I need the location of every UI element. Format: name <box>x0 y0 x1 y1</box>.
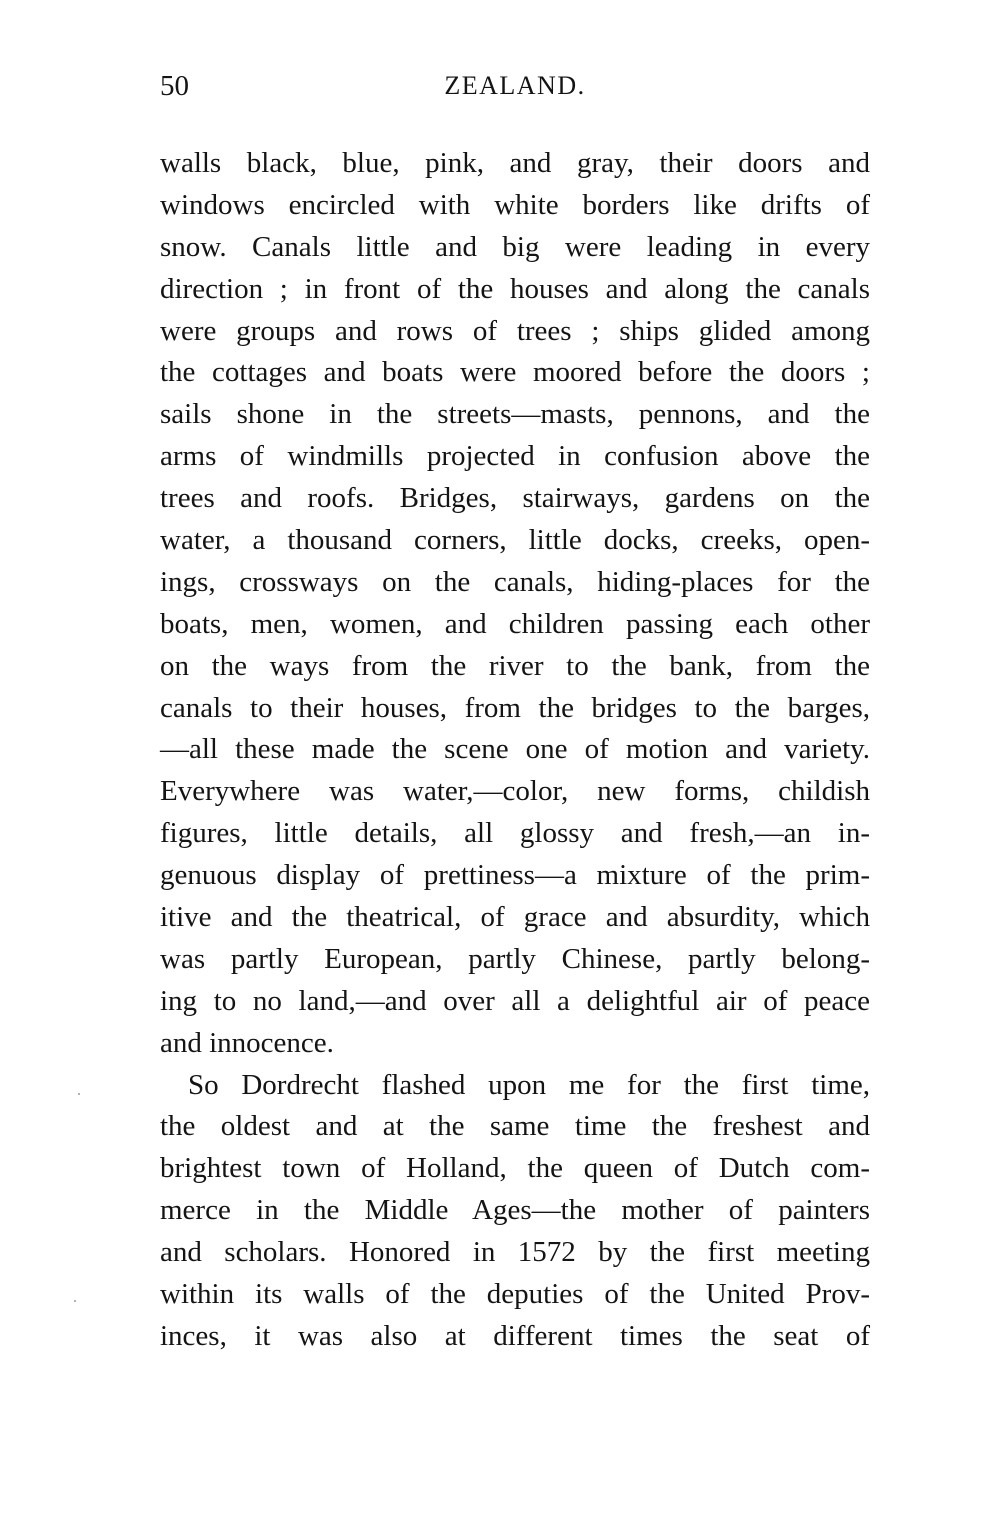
page-number: 50 <box>160 70 189 102</box>
text-line: snow. Canals little and big were leading in every <box>160 230 870 263</box>
text-line: and scholars. Honored in 1572 by the first meeting <box>160 1236 870 1269</box>
text-line: the cottages and boats were moored before the doors ; <box>160 356 870 389</box>
text-line: ings, crossways on the canals, hiding-places for the <box>160 565 870 598</box>
text-line: and innocence. <box>160 1026 334 1059</box>
text-line: arms of windmills projected in confusion above the <box>160 440 870 473</box>
text-line: windows encircled with white borders like drifts of <box>160 188 870 221</box>
paper-speck <box>78 1093 80 1095</box>
paper-speck <box>74 1300 76 1302</box>
text-line: direction ; in front of the houses and along the canals <box>160 272 870 305</box>
text-line: walls black, blue, pink, and gray, their doors and <box>160 147 870 179</box>
text-line: were groups and rows of trees ; ships glided among <box>160 314 870 347</box>
text-line: on the ways from the river to the bank, from the <box>160 649 870 682</box>
text-line: So Dordrecht flashed upon me for the first time, <box>188 1068 870 1101</box>
text-line: inces, it was also at different times the seat of <box>160 1319 870 1352</box>
text-line: brightest town of Holland, the queen of Dutch com- <box>160 1152 870 1185</box>
text-line: Everywhere was water,—color, new forms, childish <box>160 775 870 808</box>
text-line: was partly European, partly Chinese, partly belong- <box>160 942 870 975</box>
text-line: boats, men, women, and children passing each other <box>160 607 870 640</box>
text-line: itive and the theatrical, of grace and absurdity, which <box>160 901 870 934</box>
running-head <box>160 66 870 106</box>
text-line: merce in the Middle Ages—the mother of painters <box>160 1194 870 1227</box>
body-text <box>160 143 870 1358</box>
text-line: figures, little details, all glossy and fresh,—an in- <box>160 817 870 850</box>
text-line: water, a thousand corners, little docks, creeks, open- <box>160 524 870 557</box>
text-line: trees and roofs. Bridges, stairways, gardens on the <box>160 482 870 515</box>
paragraph-2 <box>160 1065 870 1358</box>
text-line: —all these made the scene one of motion and variety. <box>160 733 870 766</box>
text-line: ing to no land,—and over all a delightful air of peace <box>160 984 870 1017</box>
running-title: ZEALAND. <box>444 71 586 100</box>
text-line: canals to their houses, from the bridges to the barges, <box>160 691 870 724</box>
paragraph-1 <box>160 143 870 1065</box>
text-line: sails shone in the streets—masts, pennons, and the <box>160 398 870 431</box>
text-line: within its walls of the deputies of the United Prov- <box>160 1278 870 1311</box>
text-line: the oldest and at the same time the freshest and <box>160 1110 870 1143</box>
text-line: genuous display of prettiness—a mixture of the prim- <box>160 859 870 892</box>
